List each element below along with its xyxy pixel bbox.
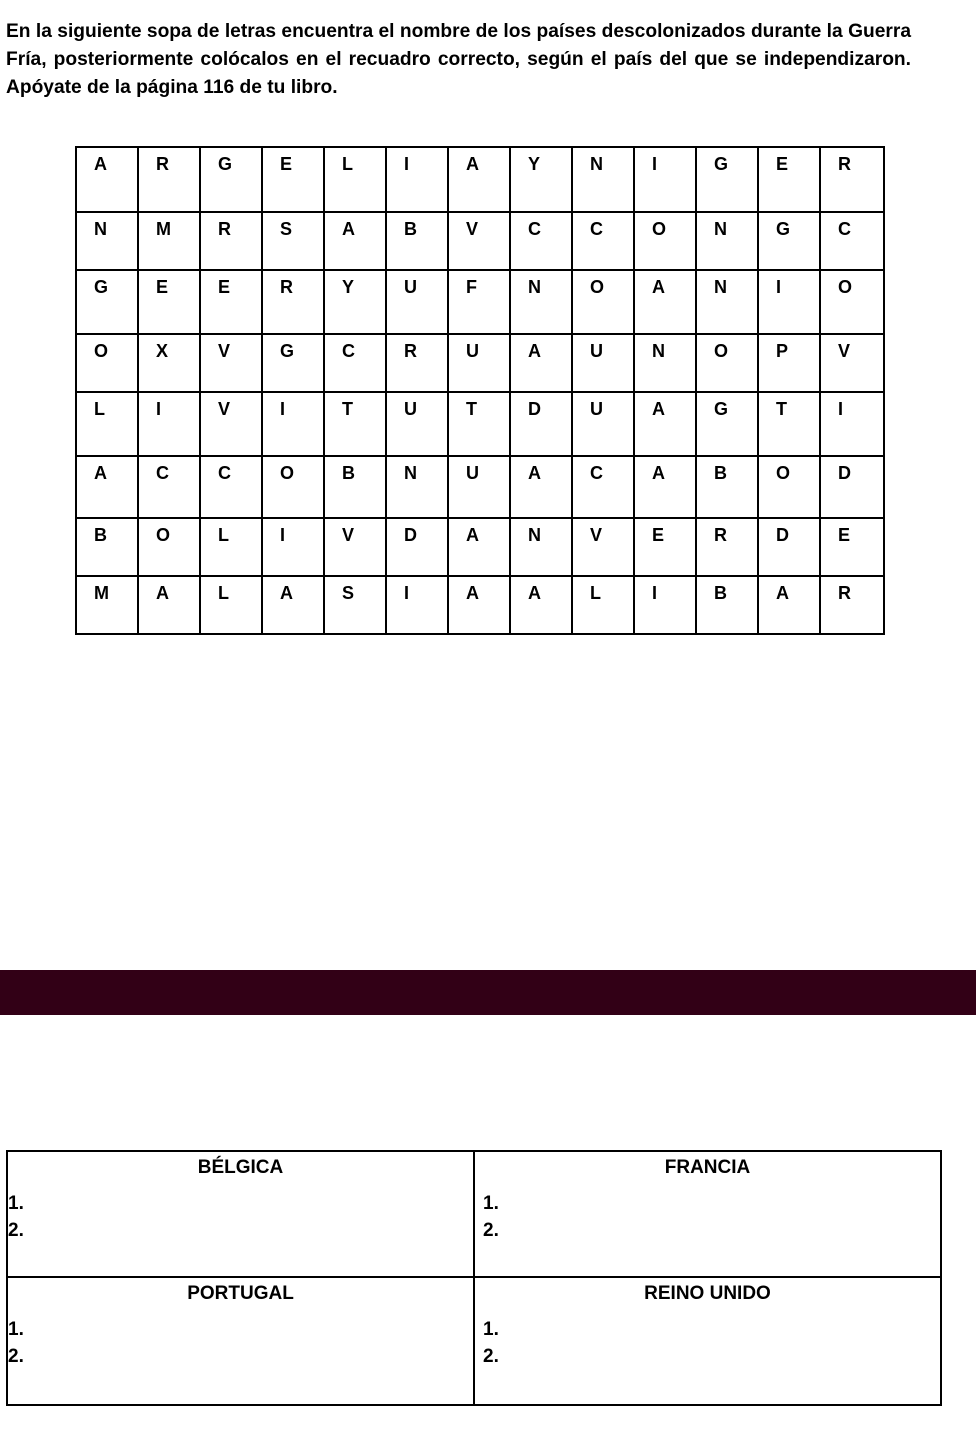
grid-cell[interactable]: C [138,456,200,518]
grid-cell[interactable]: N [386,456,448,518]
answer-cell-portugal [7,1277,474,1405]
divider-bar [0,970,976,1015]
grid-cell[interactable]: V [820,334,884,392]
grid-cell[interactable]: C [572,456,634,518]
answer-line[interactable]: 2. [483,1220,499,1241]
cell-title: REINO UNIDO [644,1283,771,1304]
grid-cell[interactable]: V [572,518,634,576]
grid-cell[interactable]: R [138,147,200,212]
grid-cell[interactable]: O [138,518,200,576]
answer-line[interactable]: 1. [483,1319,499,1340]
grid-cell[interactable]: E [262,147,324,212]
grid-cell[interactable]: A [758,576,820,634]
grid-cell[interactable]: Y [510,147,572,212]
grid-cell[interactable]: O [820,270,884,334]
grid-cell[interactable]: A [634,270,696,334]
grid-cell[interactable]: N [572,147,634,212]
answer-line[interactable]: 1. [483,1193,499,1214]
answer-line[interactable]: 2. [8,1220,24,1241]
grid-cell[interactable]: B [76,518,138,576]
grid-cell[interactable]: U [448,456,510,518]
grid-cell[interactable]: I [634,576,696,634]
grid-cell[interactable]: D [758,518,820,576]
grid-cell[interactable]: N [76,212,138,270]
grid-cell[interactable]: A [76,147,138,212]
grid-cell[interactable]: A [634,392,696,456]
grid-cell[interactable]: I [386,576,448,634]
grid-cell[interactable]: L [324,147,386,212]
grid-cell[interactable]: O [758,456,820,518]
grid-cell[interactable]: G [262,334,324,392]
grid-cell[interactable]: T [758,392,820,456]
grid-cell[interactable]: E [758,147,820,212]
grid-cell[interactable]: F [448,270,510,334]
grid-cell[interactable]: T [448,392,510,456]
answer-line[interactable]: 2. [483,1346,499,1367]
grid-cell[interactable]: U [386,392,448,456]
grid-cell[interactable]: E [820,518,884,576]
grid-cell[interactable]: I [634,147,696,212]
grid-cell[interactable]: A [634,456,696,518]
cell-title: BÉLGICA [197,1157,284,1178]
grid-cell[interactable]: V [448,212,510,270]
grid-cell[interactable]: I [262,518,324,576]
grid-cell[interactable]: P [758,334,820,392]
grid-cell[interactable]: U [572,392,634,456]
grid-row [76,456,884,518]
grid-cell[interactable]: D [510,392,572,456]
answer-cell-francia [474,1151,941,1277]
grid-row [76,212,884,270]
grid-cell[interactable]: X [138,334,200,392]
grid-row [76,147,884,212]
grid-cell[interactable]: N [696,270,758,334]
grid-cell[interactable]: L [200,576,262,634]
grid-cell[interactable]: U [448,334,510,392]
grid-cell[interactable]: N [510,518,572,576]
grid-cell[interactable]: S [262,212,324,270]
grid-cell[interactable]: C [200,456,262,518]
grid-cell[interactable]: D [386,518,448,576]
grid-cell[interactable]: R [200,212,262,270]
grid-cell[interactable]: I [758,270,820,334]
grid-cell[interactable]: A [138,576,200,634]
cell-title: FRANCIA [664,1157,751,1178]
grid-cell[interactable]: A [448,147,510,212]
grid-cell[interactable]: O [696,334,758,392]
word-search-grid [75,146,885,635]
grid-cell[interactable]: V [324,518,386,576]
answer-cell-reino-unido [474,1277,941,1405]
grid-cell[interactable]: L [200,518,262,576]
grid-cell[interactable]: O [76,334,138,392]
grid-cell[interactable]: L [76,392,138,456]
grid-cell[interactable]: A [324,212,386,270]
grid-row [76,334,884,392]
instructions-text: En la siguiente sopa de letras encuentra el nombre de los países descolonizados durante la Guerra Fría, posteriormente colócalos en el recuadro correcto, según el país del que se independizaron. Apóyate de la página 116 de tu libro. [6,21,911,98]
grid-cell[interactable]: T [324,392,386,456]
grid-cell[interactable]: G [758,212,820,270]
grid-cell[interactable]: A [510,576,572,634]
grid-cell[interactable]: U [386,270,448,334]
answer-line[interactable]: 1. [8,1193,24,1214]
grid-cell[interactable]: A [510,334,572,392]
grid-cell[interactable]: I [138,392,200,456]
cell-title: PORTUGAL [187,1283,294,1304]
grid-cell[interactable]: M [76,576,138,634]
grid-cell[interactable]: E [200,270,262,334]
grid-cell[interactable]: I [386,147,448,212]
grid-cell[interactable]: B [324,456,386,518]
grid-cell[interactable]: G [696,392,758,456]
grid-row [76,270,884,334]
grid-cell[interactable]: R [820,147,884,212]
grid-cell[interactable]: A [448,518,510,576]
grid-cell[interactable]: N [634,334,696,392]
grid-cell[interactable]: C [820,212,884,270]
grid-cell[interactable]: G [200,147,262,212]
grid-cell[interactable]: B [696,576,758,634]
answer-line[interactable]: 1. [8,1319,24,1340]
grid-cell[interactable]: R [262,270,324,334]
grid-cell[interactable]: A [510,456,572,518]
grid-cell[interactable]: B [696,456,758,518]
grid-cell[interactable]: V [200,392,262,456]
grid-cell[interactable]: R [696,518,758,576]
grid-cell[interactable]: E [634,518,696,576]
grid-cell[interactable]: A [262,576,324,634]
grid-cell[interactable]: C [572,212,634,270]
grid-cell[interactable]: E [138,270,200,334]
grid-cell[interactable]: U [572,334,634,392]
grid-cell[interactable]: R [820,576,884,634]
answer-line[interactable]: 2. [8,1346,24,1367]
grid-cell[interactable]: O [572,270,634,334]
grid-cell[interactable]: V [200,334,262,392]
grid-cell[interactable]: G [76,270,138,334]
grid-row [76,518,884,576]
grid-cell[interactable]: G [696,147,758,212]
grid-row [76,576,884,634]
grid-cell[interactable]: M [138,212,200,270]
grid-cell[interactable]: Y [324,270,386,334]
grid-cell[interactable]: C [510,212,572,270]
grid-cell[interactable]: D [820,456,884,518]
grid-cell[interactable]: A [76,456,138,518]
answer-cell-belgica [7,1151,474,1277]
grid-cell[interactable]: I [262,392,324,456]
grid-cell[interactable]: A [448,576,510,634]
grid-row [76,392,884,456]
grid-cell[interactable]: C [324,334,386,392]
grid-cell[interactable]: N [696,212,758,270]
grid-cell[interactable]: R [386,334,448,392]
grid-cell[interactable]: O [262,456,324,518]
grid-cell[interactable]: N [510,270,572,334]
grid-cell[interactable]: L [572,576,634,634]
grid-cell[interactable]: S [324,576,386,634]
grid-cell[interactable]: B [386,212,448,270]
answer-table [6,1150,942,1406]
grid-cell[interactable]: O [634,212,696,270]
grid-cell[interactable]: I [820,392,884,456]
